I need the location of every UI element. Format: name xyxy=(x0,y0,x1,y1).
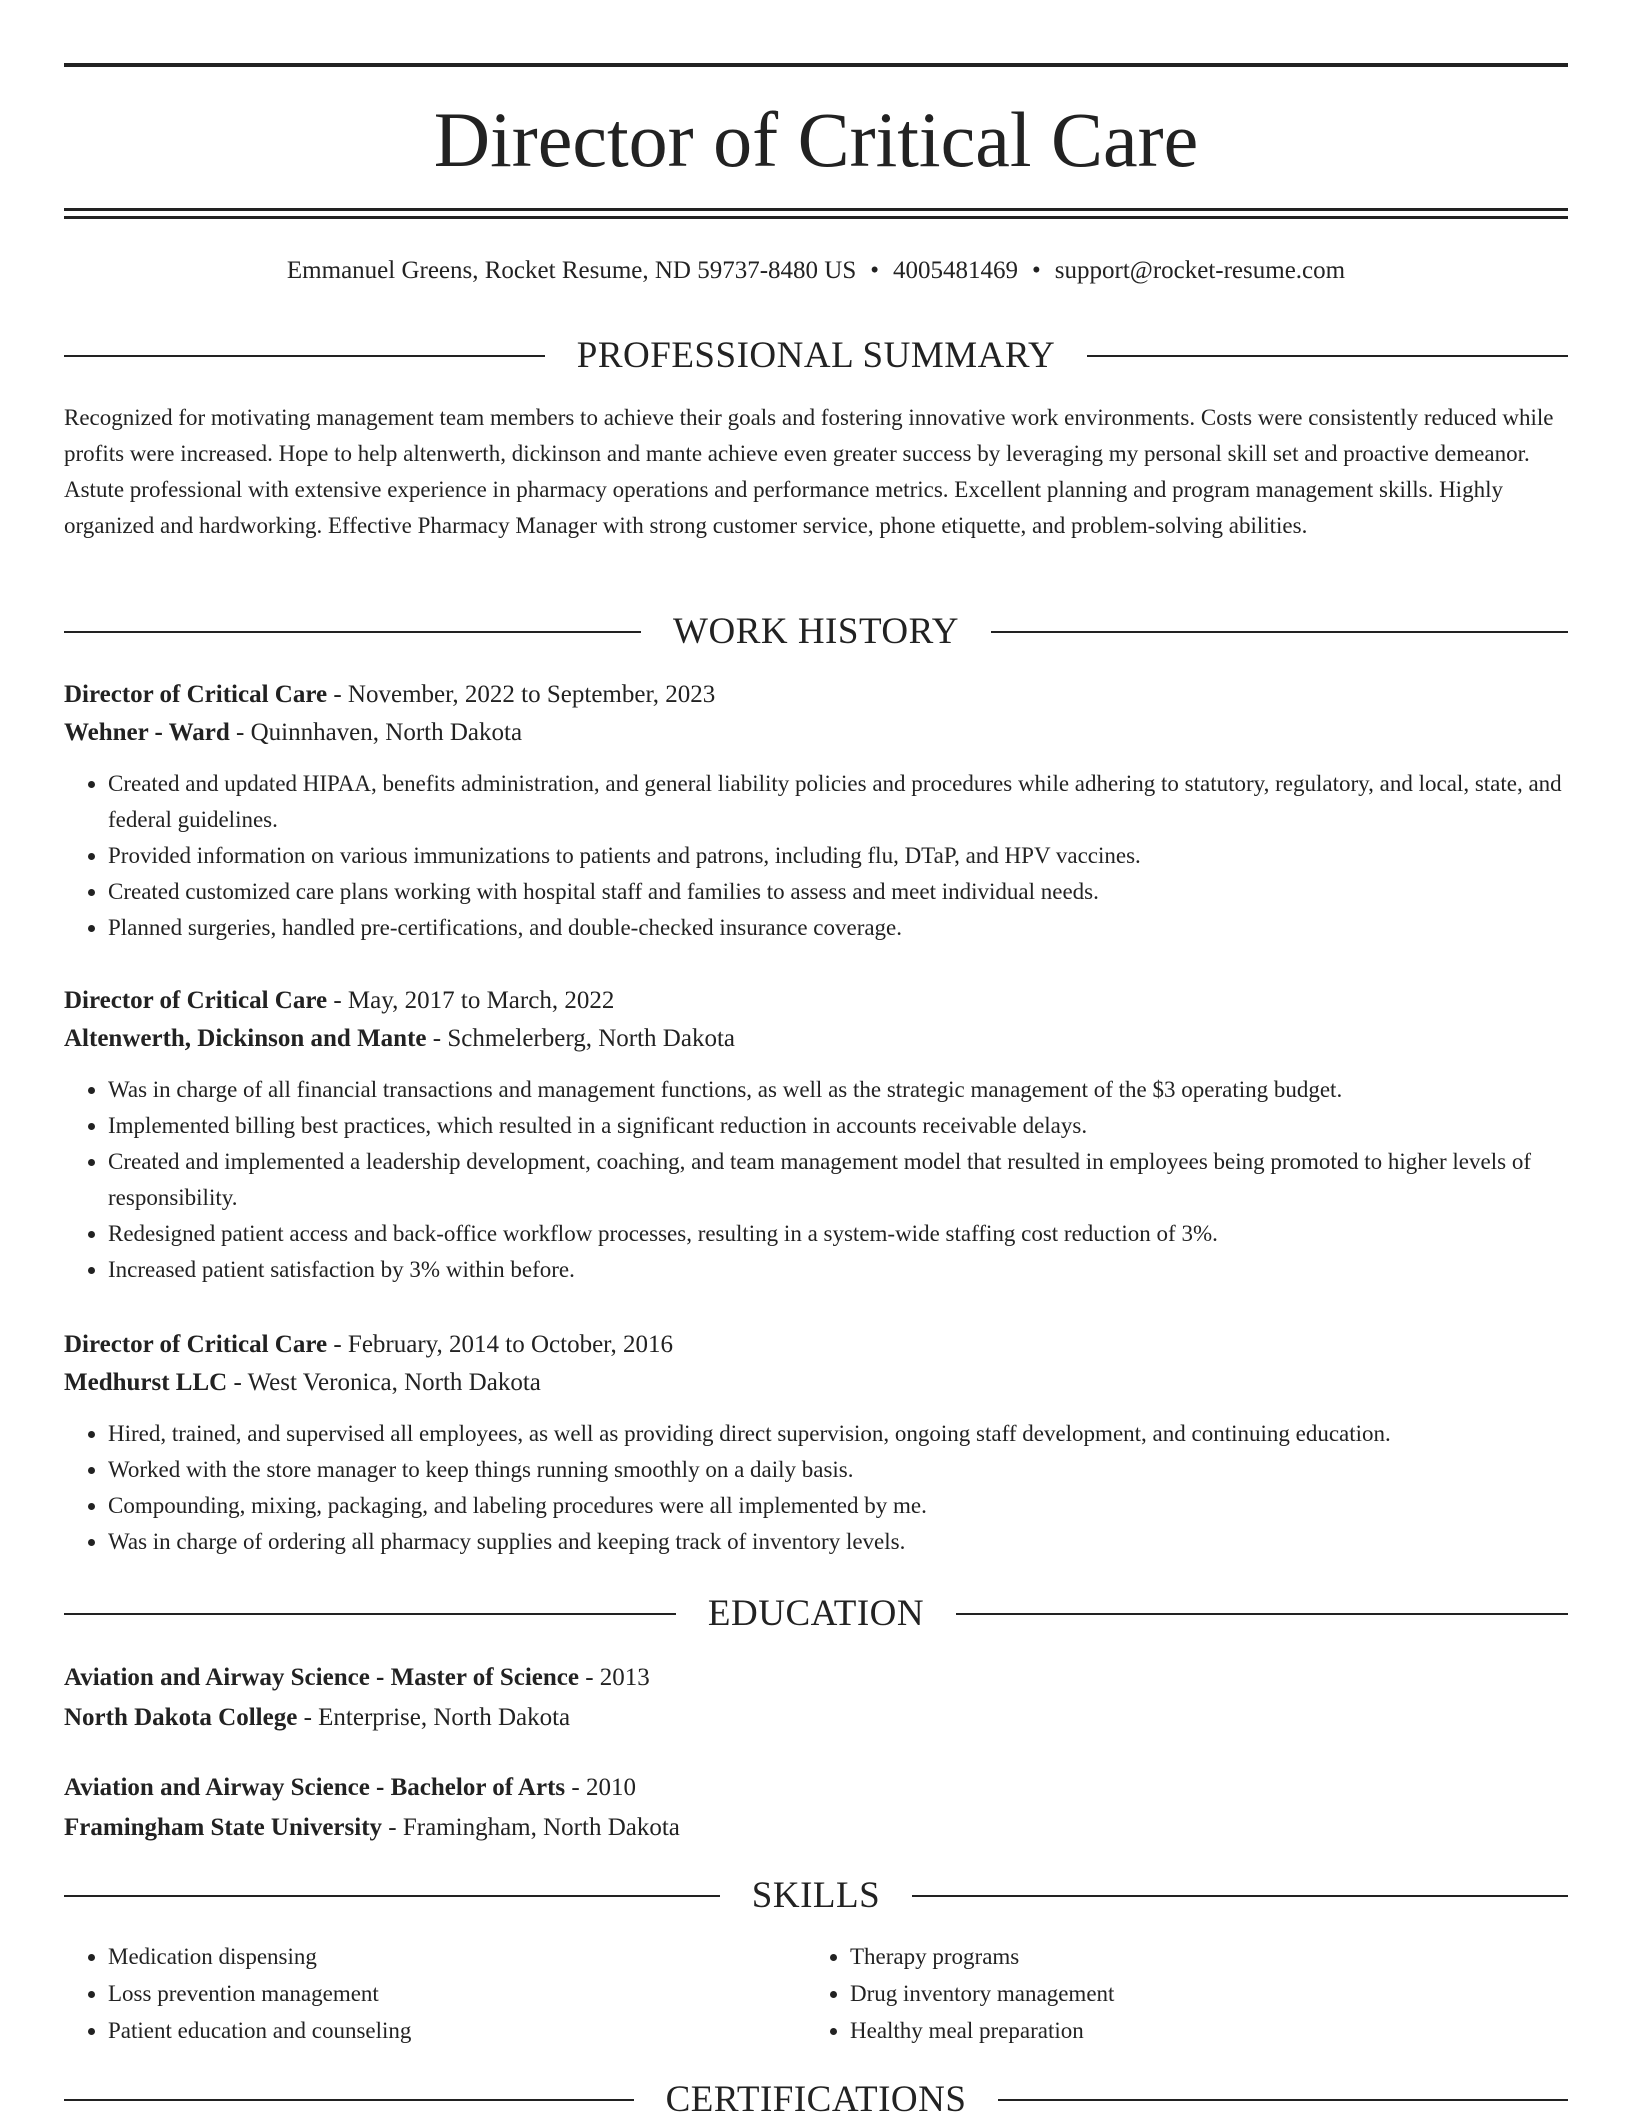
job-entry xyxy=(64,676,1568,946)
contact-address: Emmanuel Greens, Rocket Resume, ND 59737-8480 US xyxy=(286,257,857,284)
job-company-line xyxy=(64,1364,1568,1402)
section-heading-skills xyxy=(64,1874,1568,1918)
skill-item: • Patient education and counseling xyxy=(108,2012,806,2049)
contact-separator: • xyxy=(1032,257,1041,284)
job-company: Medhurst LLC xyxy=(64,1369,228,1396)
job-company-line xyxy=(64,714,1568,752)
job-bullet: • Was in charge of all financial transactions and management functions, as well as the strategic management of the $3 operating budget. xyxy=(108,1072,1568,1108)
education-school: North Dakota College xyxy=(64,1704,298,1731)
heading-rule xyxy=(956,1613,1568,1615)
heading-rule xyxy=(64,631,641,633)
job-bullet: • Hired, trained, and supervised all employees, as well as providing direct supervision, ongoing staff development, and continuing education. xyxy=(108,1416,1568,1452)
skills-columns xyxy=(64,1938,1568,2049)
education-degree-line xyxy=(64,1658,1568,1698)
education-entry xyxy=(64,1768,1568,1848)
job-location: - Quinnhaven, North Dakota xyxy=(229,719,523,746)
education-year: - 2013 xyxy=(578,1664,650,1691)
job-company: Altenwerth, Dickinson and Mante xyxy=(64,1025,427,1052)
contact-separator: • xyxy=(870,257,880,284)
section-title: WORK HISTORY xyxy=(673,611,959,652)
job-role: Director of Critical Care xyxy=(64,987,328,1014)
title-double-rule-lower xyxy=(64,216,1568,219)
job-bullet: • Was in charge of ordering all pharmacy supplies and keeping track of inventory levels. xyxy=(108,1524,1568,1560)
job-entry xyxy=(64,982,1568,1288)
contact-phone: 4005481469 xyxy=(893,257,1019,284)
skill-item: • Loss prevention management xyxy=(108,1975,806,2012)
education-year: - 2010 xyxy=(565,1774,636,1801)
heading-rule xyxy=(64,1613,676,1615)
heading-rule xyxy=(64,355,545,357)
job-company-line xyxy=(64,1020,1568,1058)
section-heading-summary xyxy=(64,334,1568,378)
job-dates: - November, 2022 to September, 2023 xyxy=(327,681,716,708)
job-bullet: • Implemented billing best practices, which resulted in a significant reduction in accounts receivable delays. xyxy=(108,1108,1568,1144)
section-heading-education xyxy=(64,1592,1568,1636)
heading-rule xyxy=(64,1895,720,1897)
education-school-line xyxy=(64,1808,1568,1848)
job-bullet: • Created and implemented a leadership development, coaching, and team management model that resulted in employees being promoted to higher levels of responsibility. xyxy=(108,1144,1568,1216)
section-heading-certifications xyxy=(64,2078,1568,2122)
job-role: Director of Critical Care xyxy=(64,681,328,708)
title-double-rule-upper xyxy=(64,208,1568,211)
education-entry xyxy=(64,1658,1568,1738)
education-degree-line xyxy=(64,1768,1568,1808)
resume-title: Director of Critical Care xyxy=(433,96,1199,183)
skill-item: • Healthy meal preparation xyxy=(850,2012,1548,2049)
job-bullets xyxy=(64,1072,1568,1288)
section-title: CERTIFICATIONS xyxy=(665,2079,967,2120)
education-school: Framingham State University xyxy=(64,1814,383,1841)
skills-list-left xyxy=(64,1938,806,2049)
education-degree: Aviation and Airway Science - Master of Science xyxy=(64,1664,579,1691)
heading-rule xyxy=(1087,355,1568,357)
job-dates: - February, 2014 to October, 2016 xyxy=(327,1331,674,1358)
job-location: - Schmelerberg, North Dakota xyxy=(426,1025,735,1052)
job-bullet: • Redesigned patient access and back-office workflow processes, resulting in a system-wide staffing cost reduction of 3%. xyxy=(108,1216,1568,1252)
job-title-line xyxy=(64,676,1568,714)
contact-line xyxy=(64,255,1568,287)
job-bullet: • Provided information on various immunizations to patients and patrons, including flu, DTaP, and HPV vaccines. xyxy=(108,838,1568,874)
skills-list-right xyxy=(806,1938,1548,2049)
education-location: - Framingham, North Dakota xyxy=(382,1814,680,1841)
section-heading-work-history xyxy=(64,610,1568,654)
job-location: - West Veronica, North Dakota xyxy=(227,1369,541,1396)
contact-email[interactable]: support@rocket-resume.com xyxy=(1054,257,1346,284)
heading-rule xyxy=(991,631,1568,633)
job-bullet: • Compounding, mixing, packaging, and labeling procedures were all implemented by me. xyxy=(108,1488,1568,1524)
job-dates: - May, 2017 to March, 2022 xyxy=(327,987,615,1014)
summary-text: Recognized for motivating management team members to achieve their goals and fostering innovative work environments. Costs were consistently reduced while profits were increased. Hope to help altenwerth, dickinson and mante achieve even greater success by leveraging my personal skill set and proactive demeanor. Astute professional with extensive experience in pharmacy operations and performance metrics. Excellent planning and program management skills. Highly organized and hardworking. Effective Pharmacy Manager with strong customer service, phone etiquette, and problem-solving abilities. xyxy=(64,405,1554,538)
section-title: EDUCATION xyxy=(707,1593,925,1634)
job-bullet: • Worked with the store manager to keep things running smoothly on a daily basis. xyxy=(108,1452,1568,1488)
heading-rule xyxy=(64,2099,634,2101)
job-bullets xyxy=(64,1416,1568,1560)
skill-item: • Drug inventory management xyxy=(850,1975,1548,2012)
job-bullets xyxy=(64,766,1568,946)
education-degree: Aviation and Airway Science - Bachelor of Arts xyxy=(64,1774,566,1801)
job-company: Wehner - Ward xyxy=(64,719,230,746)
job-title-line xyxy=(64,982,1568,1020)
section-title: PROFESSIONAL SUMMARY xyxy=(576,335,1056,376)
education-school-line xyxy=(64,1698,1568,1738)
heading-rule xyxy=(998,2099,1568,2101)
job-bullet: • Planned surgeries, handled pre-certifications, and double-checked insurance coverage. xyxy=(108,910,1568,946)
top-rule xyxy=(64,63,1568,67)
job-title-line xyxy=(64,1326,1568,1364)
job-bullet: • Created customized care plans working with hospital staff and families to assess and meet individual needs. xyxy=(108,874,1568,910)
skill-item: • Therapy programs xyxy=(850,1938,1548,1975)
job-role: Director of Critical Care xyxy=(64,1331,328,1358)
job-entry xyxy=(64,1326,1568,1560)
education-location: - Enterprise, North Dakota xyxy=(297,1704,571,1731)
job-bullet: • Increased patient satisfaction by 3% within before. xyxy=(108,1252,1568,1288)
job-bullet: • Created and updated HIPAA, benefits administration, and general liability policies and procedures while adhering to statutory, regulatory, and local, state, and federal guidelines. xyxy=(108,766,1568,838)
heading-rule xyxy=(912,1895,1568,1897)
skill-item: • Medication dispensing xyxy=(108,1938,806,1975)
section-title: SKILLS xyxy=(751,1875,881,1916)
